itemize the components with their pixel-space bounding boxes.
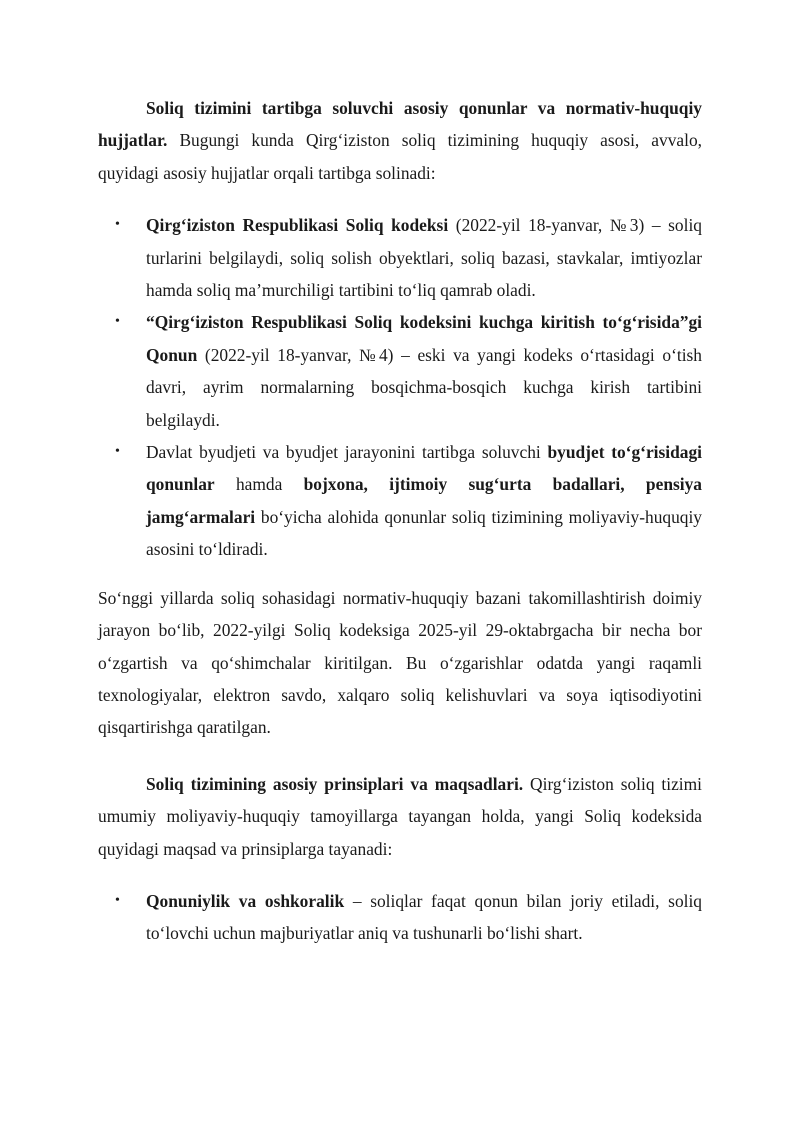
section-2-bullet-list [98,885,702,950]
list-item-bold: byudjet to‘g‘risidagi qonunlar [146,442,703,495]
list-item-text: (2022-yil 18-yanvar, №4) – eski va yangi kodeks o‘rtasidagi o‘tish davri, ayrim normalarning bosqichma-bosqich kuchga kirish tartibini belgilaydi. [146,344,702,430]
list-item-text: hamda [214,474,304,495]
section-2-intro-text: Qirg‘iziston soliq tizimi umumiy moliyaviy-huquqiy tamoyillarga tayangan holda, yangi Soliq kodeksida quyidagi maqsad va prinsiplarga tayanadi: [98,773,702,859]
bullet-icon: • [115,892,120,908]
list-item-bold: Qirg‘iziston Respublikasi Soliq kodeksi [146,215,449,236]
list-item-bold: Qonuniylik va oshkoralik [146,890,345,911]
bullet-icon: • [115,217,120,233]
list-item-bold: “Qirg‘iziston Respublikasi Soliq kodeksini kuchga kiritish to‘g‘risida”gi Qonun [146,312,702,365]
section-1-bullet-list [98,209,702,565]
list-item [98,436,702,566]
list-item [98,885,702,950]
list-item [98,209,702,306]
list-item-bold: bojxona, ijtimoiy sug‘urta badallari, pensiya jamg‘armalari [146,474,702,527]
section-1-body-paragraph: So‘nggi yillarda soliq sohasidagi normativ-huquqiy bazani takomillashtirish doimiy jarayon bo‘lib, 2022-yilgi Soliq kodeksiga 2025-yil 29-oktabrgacha bir necha bor o‘zgartish va qo‘shimchalar kiritilgan. Bu o‘zgarishlar odatda yangi raqamli texnologiyalar, elektron savdo, xalqaro soliq kelishuvlari va soya iqtisodiyotini qisqartirishga qaratilgan. [98,587,702,738]
list-item-text: (2022-yil 18-yanvar, №3) – soliq turlarini belgilaydi, soliq solish obyektlari, soliq bazasi, stavkalar, imtiyozlar hamda soliq ma’murchiligi tartibini to‘liq qamrab oladi. [146,215,702,301]
list-item [98,306,702,436]
bullet-icon: • [115,314,120,330]
document-page [98,92,702,966]
section-2-intro-paragraph [98,768,702,865]
section-1-heading: Soliq tizimini tartibga soluvchi asosiy qonunlar va normativ-huquqiy hujjatlar. [98,98,702,151]
section-1-intro-text: Bugungi kunda Qirg‘iziston soliq tizimining huquqiy asosi, avvalo, quyidagi asosiy hujjatlar orqali tartibga solinadi: [98,130,702,183]
section-1-intro-paragraph [98,92,702,189]
list-item-text: bo‘yicha alohida qonunlar soliq tizimining moliyaviy-huquqiy asosini to‘ldiradi. [146,506,702,560]
list-item-text: Davlat byudjeti va byudjet jarayonini tartibga soluvchi [146,442,548,463]
bullet-icon: • [115,444,120,460]
section-2-heading: Soliq tizimining asosiy prinsiplari va maqsadlari. [146,773,524,794]
list-item-text: – soliqlar faqat qonun bilan joriy etiladi, soliq to‘lovchi uchun majburiyatlar aniq va tushunarli bo‘lishi shart. [146,890,702,944]
